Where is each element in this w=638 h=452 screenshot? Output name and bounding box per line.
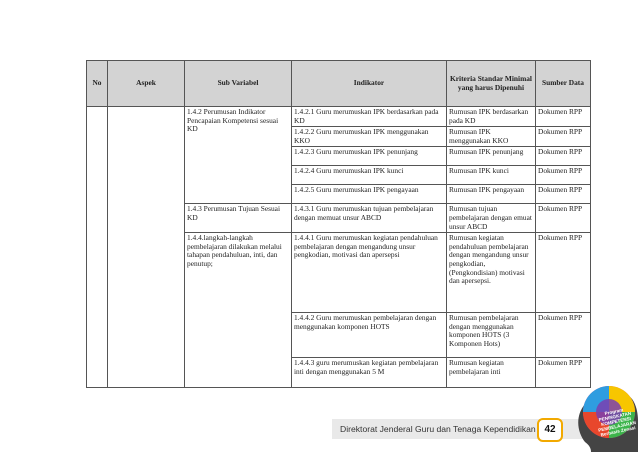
instrument-table	[86, 60, 591, 388]
cell-indikator: 1.4.4.1 Guru merumuskan kegiatan pendahuluan pembelajaran dengan mengandung unsur pengkodian, motivasi dan apersepsi	[292, 233, 447, 313]
header-sub-variabel: Sub Variabel	[185, 61, 292, 107]
cell-sub-variabel: 1.4.2 Perumusan Indikator Pencapaian Kompetensi sesuai KD	[185, 107, 292, 204]
cell-kriteria: Rumusan IPK berdasarkan pada KD	[447, 107, 536, 127]
cell-indikator: 1.4.2.3 Guru merumuskan IPK penunjang	[292, 147, 447, 166]
cell-kriteria: Rumusan kegiatan pembelajaran inti	[447, 358, 536, 388]
header-aspek: Aspek	[108, 61, 185, 107]
cell-indikator: 1.4.4.2 Guru merumuskan pembelajaran dengan menggunakan komponen HOTS	[292, 313, 447, 358]
page-number: 42	[537, 418, 563, 442]
table-header-row	[87, 61, 591, 107]
cell-sumber: Dokumen RPP	[536, 204, 591, 233]
cell-indikator: 1.4.2.2 Guru merumuskan IPK menggunakan KKO	[292, 127, 447, 147]
table-row	[87, 107, 591, 127]
cell-sumber: Dokumen RPP	[536, 166, 591, 185]
cell-aspek	[108, 107, 185, 388]
cell-sub-variabel: 1.4.4.langkah-langkah pembelajaran dilakukan melalui tahapan pendahuluan, inti, dan penutup;	[185, 233, 292, 388]
cell-indikator: 1.4.2.4 Guru merumuskan IPK kunci	[292, 166, 447, 185]
header-sumber-data: Sumber Data	[536, 61, 591, 107]
cell-kriteria: Rumusan IPK kunci	[447, 166, 536, 185]
header-indikator: Indikator	[292, 61, 447, 107]
cell-sumber: Dokumen RPP	[536, 185, 591, 204]
cell-sumber: Dokumen RPP	[536, 107, 591, 127]
logo-text: Program PENINGKATAN KOMPETENSI PEMBELAJARAN Berbasis Zonasi	[597, 407, 637, 438]
cell-indikator: 1.4.2.5 Guru merumuskan IPK pengayaan	[292, 185, 447, 204]
cell-kriteria: Rumusan pembelajaran dengan menggunakan komponen HOTS (3 Komponen Hots)	[447, 313, 536, 358]
cell-sumber: Dokumen RPP	[536, 313, 591, 358]
cell-no	[87, 107, 108, 388]
cell-kriteria: Rumusan IPK pengayaan	[447, 185, 536, 204]
cell-indikator: 1.4.4.3 guru merumuskan kegiatan pembelajaran inti dengan menggunakan 5 M	[292, 358, 447, 388]
header-kriteria: Kriteria Standar Minimal yang harus Dipenuhi	[447, 61, 536, 107]
header-no: No	[87, 61, 108, 107]
cell-sumber: Dokumen RPP	[536, 358, 591, 388]
cell-kriteria: Rumusan kegiatan pendahuluan pembelajaran dengan mengandung unsur pengkodian, (Pengkondisian) motivasi dan apersepsi.	[447, 233, 536, 313]
cell-sumber: Dokumen RPP	[536, 233, 591, 313]
cell-kriteria: Rumusan IPK menggunakan KKO	[447, 127, 536, 147]
cell-indikator: 1.4.2.1 Guru merumuskan IPK berdasarkan pada KD	[292, 107, 447, 127]
cell-sumber: Dokumen RPP	[536, 127, 591, 147]
cell-sub-variabel: 1.4.3 Perumusan Tujuan Sesuai KD	[185, 204, 292, 233]
cell-indikator: 1.4.3.1 Guru merumuskan tujuan pembelajaran dengan memuat unsur ABCD	[292, 204, 447, 233]
footer-directorate: Direktorat Jenderal Guru dan Tenaga Kependidikan	[340, 424, 536, 434]
cell-kriteria: Rumusan IPK penunjang	[447, 147, 536, 166]
cell-kriteria: Rumusan tujuan pembelajaran dengan emuat unsur ABCD	[447, 204, 536, 233]
cell-sumber: Dokumen RPP	[536, 147, 591, 166]
